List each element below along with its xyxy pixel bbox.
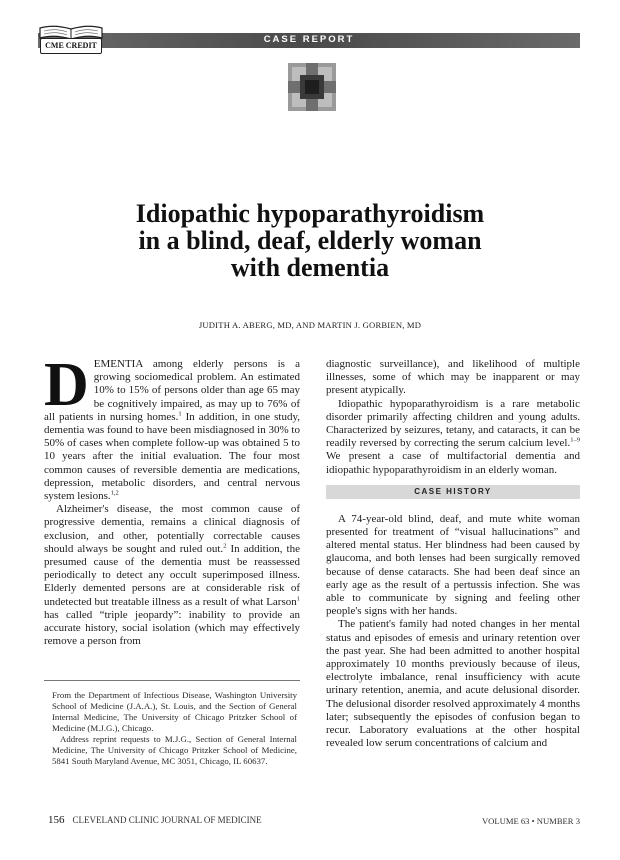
section-label: CASE REPORT xyxy=(263,34,355,45)
reprint-address-text: Address reprint requests to M.J.G., Section of General Internal Medicine, The University of Chicago Pritzker School of Medicine, 5841 South Maryland Avenue, MC 3051, Chicago, IL 60637. xyxy=(52,734,297,766)
footnote-divider xyxy=(44,680,300,681)
cme-credit-label: CME CREDIT xyxy=(40,38,102,54)
title-line-2: in a blind, deaf, elderly woman xyxy=(138,226,482,255)
alzheimers-paragraph: Alzheimer's disease, the most common cause of progressive dementia, remains a clinical diagnosis of exclusion, and other, potentially correctable causes should always be sought and ruled out.$^2$ In addition, the presumed cause of the dementia must be reassessed periodically to detect any occult superimposed illness. Elderly demented persons are at considerable risk of undetected but treatable illness as a result of what Larson$^1$ has called “triple jeopardy”: inability to provide an accurate history, social isolation (which may effectively remove a person from xyxy=(44,503,300,648)
drop-cap: D xyxy=(44,351,89,419)
case-presentation-paragraph: A 74-year-old blind, deaf, and mute white woman presented for treatment of “visual hallucinations” and altered mental status. Her blindness had been caused by glaucoma, and both lenses had been surgically removed because of dense cataracts. She had been deaf since an early age as the result of a pertussis infection. She was able to communicate by signing and feeling other people's signs with her hands. xyxy=(326,512,580,618)
continued-paragraph: diagnostic surveillance), and likelihood of multiple illnesses, some of which may be inapparent or may present atypically. xyxy=(326,358,580,397)
page-number: 156 xyxy=(48,814,65,826)
issue-info: VOLUME 63 • NUMBER 3 xyxy=(481,816,580,826)
affiliation-footnote xyxy=(52,690,297,767)
article-title xyxy=(60,200,560,281)
title-line-1: Idiopathic hypoparathyroidism xyxy=(135,199,485,228)
intro-paragraph: DEMENTIA among elderly persons is a growing sociomedical problem. An estimated 10% to 15% of persons older than age 65 may be cognitively impaired, as may up to 76% of all patients in nursing homes.$^1$ In addition, in one study, dementia was found to have been misdiagnosed in 30% to 50% of cases when complete follow-up was obtained 5 to 10 years after the initial evaluation. The four most common causes of reversible dementia are medications, depression, metabolic disorders, and central nervous system lesions.$^{1,2}$ xyxy=(44,351,300,503)
affiliation-text: From the Department of Infectious Disease, Washington University School of Medicine (J.A.A.), St. Louis, and the Section of General Internal Medicine, The University of Chicago Pritzker School of Medicine (M.J.G.), Chicago. xyxy=(52,690,297,733)
author-byline: JUDITH A. ABERG, MD, AND MARTIN J. GORBIEN, MD xyxy=(198,320,422,330)
case-history-heading: CASE HISTORY xyxy=(326,485,580,499)
title-line-3: with dementia xyxy=(230,253,390,282)
hypoparathyroidism-paragraph: Idiopathic hypoparathyroidism is a rare metabolic disorder primarily affecting children and young adults. Characterized by seizures, tetany, and cataracts, it can be readily reversed by correcting the serum calcium level.$^{1-9}$ We present a case of multifactorial dementia and idiopathic hypoparathyroidism in an elderly woman. xyxy=(326,397,580,476)
journal-emblem-icon xyxy=(288,63,336,111)
journal-name: CLEVELAND CLINIC JOURNAL OF MEDICINE xyxy=(72,815,262,825)
section-banner xyxy=(38,33,580,48)
page-footer-left xyxy=(48,814,262,826)
right-column xyxy=(326,358,580,750)
left-column xyxy=(44,351,300,648)
case-course-paragraph: The patient's family had noted changes in her mental status and episodes of emesis and urinary retention over the past year. She had been admitted to another hospital approximately 10 months previously because of ileus, electrolyte imbalance, renal insufficiency with acute urinary retention, anemia, and acute delusional disorder. The delusional disorder resolved approximately 4 months later; subsequently the episodes of confusion began to recur. Laboratory evaluations at the other hospital revealed low serum concentrations of calcium and xyxy=(326,618,580,750)
cme-credit-badge xyxy=(36,24,106,56)
